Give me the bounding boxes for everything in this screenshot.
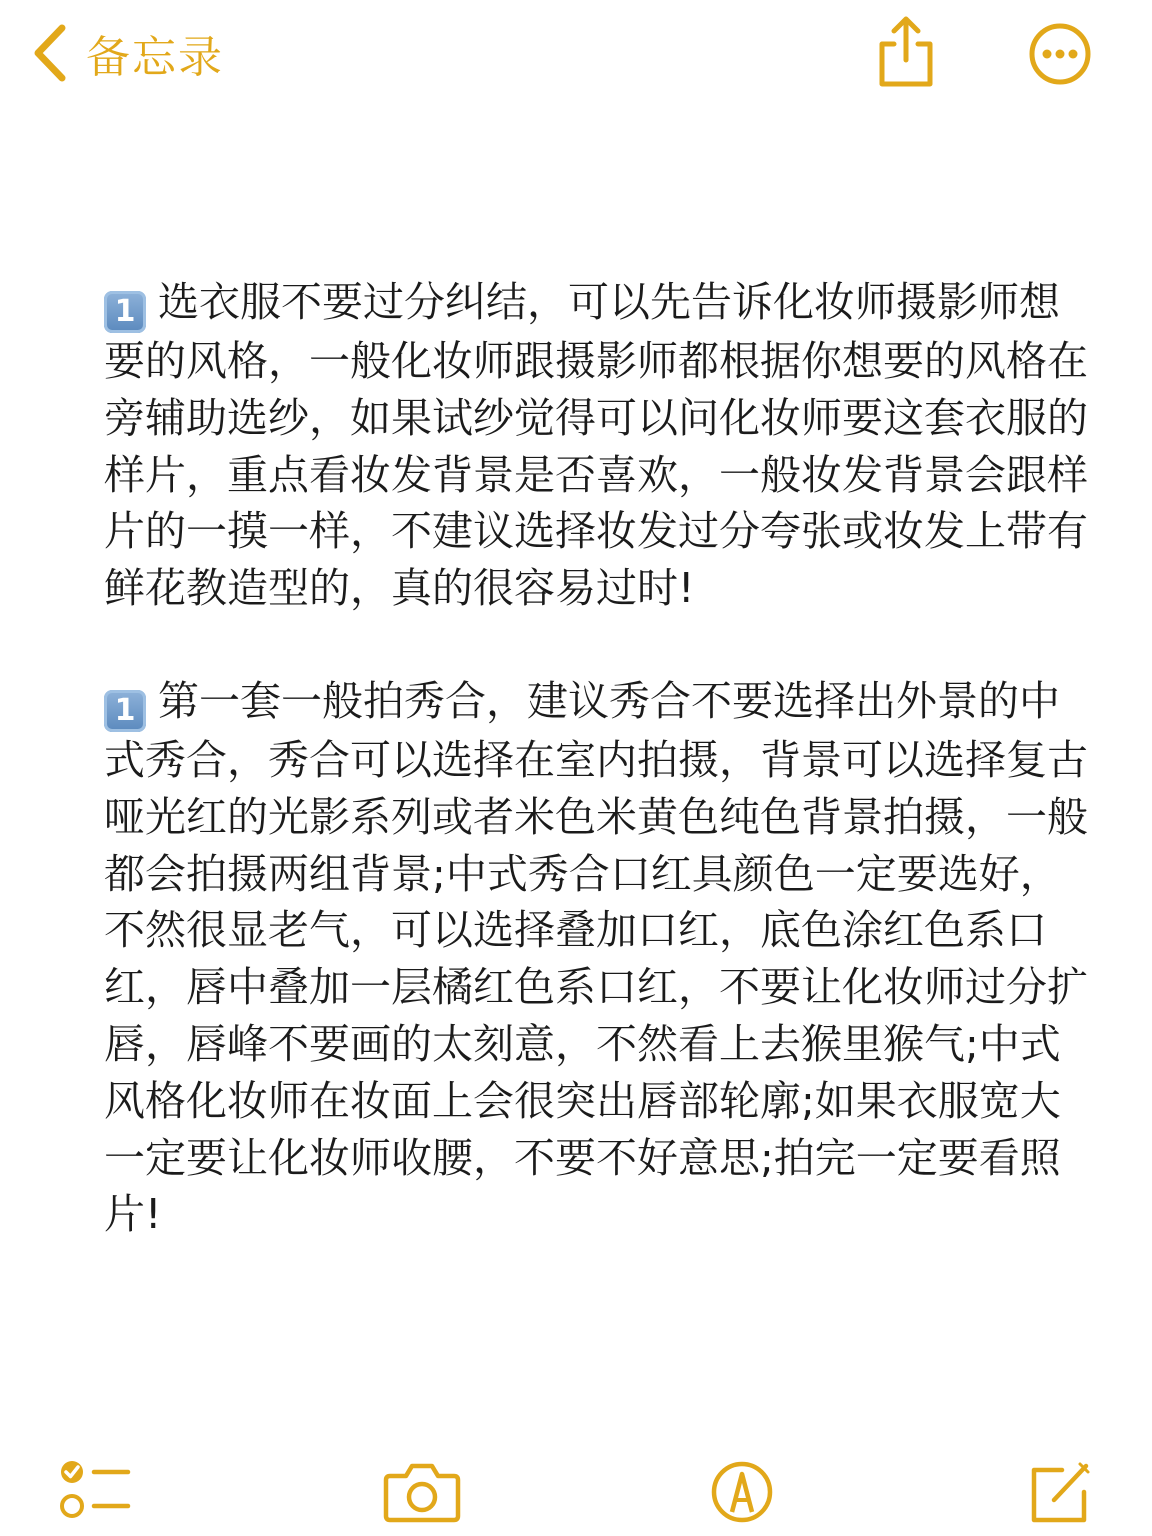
note-content[interactable] (104, 274, 1094, 1243)
note-paragraph (104, 673, 1094, 1243)
checklist-button[interactable] (58, 1458, 132, 1522)
camera-button[interactable] (382, 1458, 462, 1524)
paragraph-text: 第一套一般拍秀合，建议秀合不要选择出外景的中式秀合，秀合可以选择在室内拍摄，背景可以选择复古哑光红的光影系列或者米色米黄色纯色背景拍摄，一般都会拍摄两组背景;中式秀合口红具颜色一定要选好，不然很显老气，可以选择叠加口红，底色涂红色系口红，唇中叠加一层橘红色系口红，不要让化妆师过分扩唇，唇峰不要画的太刻意，不然看上去猴里猴气;中式风格化妆师在妆面上会很突出唇部轮廓;如果衣服宽大一定要让化妆师收腰，不要不好意思;拍完一定要看照片! (104, 676, 1088, 1239)
more-icon (1026, 20, 1094, 88)
markup-button[interactable] (708, 1458, 776, 1526)
bottom-toolbar (0, 1450, 1152, 1536)
checklist-icon (58, 1458, 132, 1522)
chevron-left-icon (30, 22, 68, 84)
more-button[interactable] (1026, 20, 1094, 88)
back-button[interactable] (30, 18, 224, 88)
keycap-number-badge: 1 (104, 690, 146, 732)
compose-button[interactable] (1024, 1458, 1094, 1528)
markup-pen-icon (708, 1458, 776, 1526)
back-label: 备忘录 (86, 32, 224, 83)
keycap-number-badge: 1 (104, 291, 146, 333)
note-paragraph (104, 274, 1094, 617)
camera-icon (382, 1458, 462, 1524)
navigation-bar (0, 0, 1152, 110)
share-icon (872, 14, 940, 88)
share-button[interactable] (872, 14, 940, 88)
paragraph-text: 选衣服不要过分纠结，可以先告诉化妆师摄影师想要的风格，一般化妆师跟摄影师都根据你想要的风格在旁辅助选纱，如果试纱觉得可以问化妆师要这套衣服的样片，重点看妆发背景是否喜欢，一般妆发背景会跟样片的一摸一样，不建议选择妆发过分夸张或妆发上带有鲜花教造型的，真的很容易过时! (104, 278, 1088, 613)
compose-icon (1024, 1458, 1094, 1528)
